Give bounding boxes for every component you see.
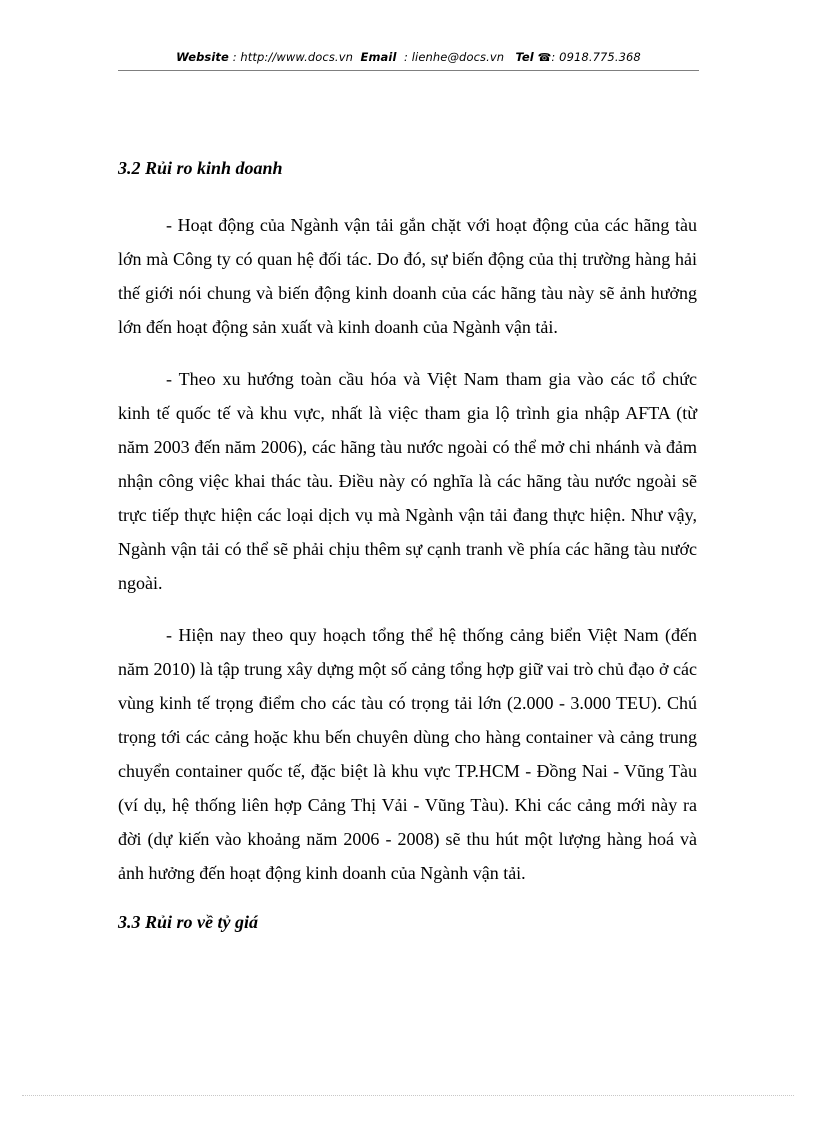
section-heading-3-3: 3.3 Rủi ro về tỷ giá bbox=[118, 912, 258, 932]
tel-number: : 0918.775.368 bbox=[551, 50, 641, 64]
document-body bbox=[118, 150, 697, 940]
paragraph-business-risk-3: - Hiện nay theo quy hoạch tổng thể hệ thống cảng biển Việt Nam (đến năm 2010) là tập trung xây dựng một số cảng tổng hợp giữ vai trò chủ đạo ở các vùng kinh tế trọng điểm cho các tàu có trọng tải lớn (2.000 - 3.000 TEU). Chú trọng tới các cảng hoặc khu bến chuyên dùng cho hàng container và cảng trung chuyển container quốc tế, đặc biệt là khu vực TP.HCM - Đồng Nai - Vũng Tàu (ví dụ, hệ thống liên hợp Cảng Thị Vải - Vũng Tàu). Khi các cảng mới này ra đời (dự kiến vào khoảng năm 2006 - 2008) sẽ thu hút một lượng hàng hoá và ảnh hưởng đến hoạt động kinh doanh của Ngành vận tải. bbox=[118, 625, 697, 883]
section-heading-3-2: 3.2 Rủi ro kinh doanh bbox=[118, 158, 283, 178]
website-label: Website bbox=[176, 50, 229, 64]
tel-label: Tel bbox=[515, 50, 534, 64]
page-header bbox=[118, 50, 699, 64]
email-address[interactable]: : lienhe@docs.vn bbox=[404, 50, 505, 64]
paragraph-business-risk-2: - Theo xu hướng toàn cầu hóa và Việt Nam tham gia vào các tổ chức kinh tế quốc tế và khu vực, nhất là việc tham gia lộ trình gia nhập AFTA (từ năm 2003 đến năm 2006), các hãng tàu nước ngoài có thể mở chi nhánh và đảm nhận công việc khai thác tàu. Điều này có nghĩa là các hãng tàu nước ngoài sẽ trực tiếp thực hiện các loại dịch vụ mà Ngành vận tải đang thực hiện. Như vậy, Ngành vận tải có thể sẽ phải chịu thêm sự cạnh tranh về phía các hãng tàu nước ngoài. bbox=[118, 369, 697, 593]
website-url[interactable]: : http://www.docs.vn bbox=[232, 50, 353, 64]
paragraph-business-risk-1: - Hoạt động của Ngành vận tải gắn chặt với hoạt động của các hãng tàu lớn mà Công ty có quan hệ đối tác. Do đó, sự biến động của thị trường hàng hải thế giới nói chung và biến động kinh doanh của các hãng tàu này sẽ ảnh hưởng lớn đến hoạt động sản xuất và kinh doanh của Ngành vận tải. bbox=[118, 215, 697, 337]
phone-icon: ☎ bbox=[537, 51, 552, 64]
header-divider bbox=[118, 70, 699, 71]
footer-divider bbox=[22, 1095, 794, 1096]
email-label: Email bbox=[360, 50, 397, 64]
